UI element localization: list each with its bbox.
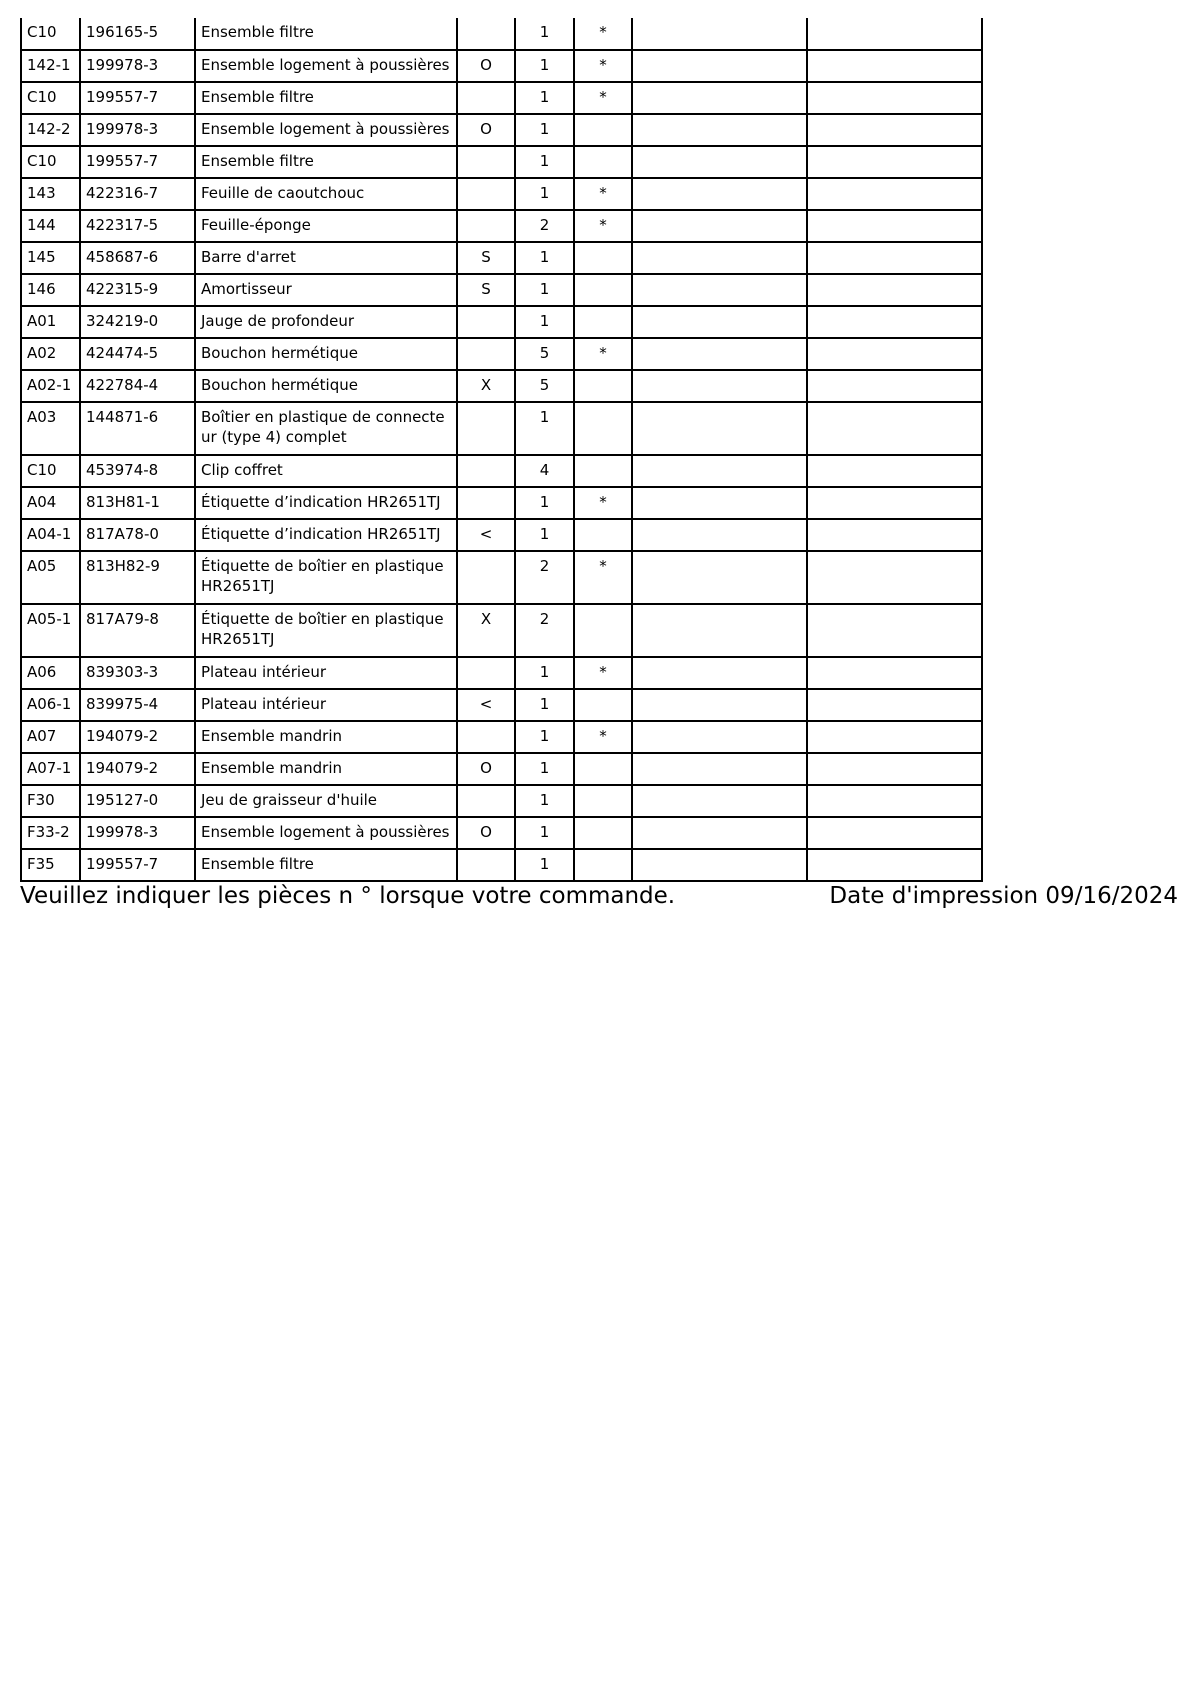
- mark-cell: *: [574, 50, 632, 82]
- quantity-cell: 2: [515, 604, 574, 657]
- part-number-cell: 422316-7: [80, 178, 195, 210]
- part-number-cell: 194079-2: [80, 721, 195, 753]
- description-cell: Ensemble mandrin: [195, 721, 457, 753]
- description-cell: Amortisseur: [195, 274, 457, 306]
- note-cell: [457, 338, 515, 370]
- part-number-cell: 199978-3: [80, 114, 195, 146]
- ref-cell: A07-1: [21, 753, 80, 785]
- part-number-cell: 453974-8: [80, 455, 195, 487]
- blank-cell: [632, 146, 807, 178]
- ref-cell: C10: [21, 146, 80, 178]
- blank-cell: [807, 402, 982, 455]
- blank-cell: [632, 551, 807, 604]
- table-row: [21, 18, 982, 50]
- blank-cell: [632, 657, 807, 689]
- parts-table-body: [21, 18, 982, 881]
- ref-cell: A04: [21, 487, 80, 519]
- note-cell: [457, 402, 515, 455]
- note-cell: [457, 721, 515, 753]
- mark-cell: *: [574, 721, 632, 753]
- mark-cell: *: [574, 657, 632, 689]
- blank-cell: [807, 114, 982, 146]
- table-row: [21, 82, 982, 114]
- quantity-cell: 1: [515, 306, 574, 338]
- mark-cell: [574, 370, 632, 402]
- note-cell: <: [457, 519, 515, 551]
- note-cell: O: [457, 817, 515, 849]
- description-cell: Feuille-éponge: [195, 210, 457, 242]
- note-cell: S: [457, 274, 515, 306]
- part-number-cell: 422315-9: [80, 274, 195, 306]
- table-row: [21, 551, 982, 604]
- part-number-cell: 195127-0: [80, 785, 195, 817]
- part-number-cell: 196165-5: [80, 18, 195, 50]
- mark-cell: *: [574, 551, 632, 604]
- quantity-cell: 5: [515, 338, 574, 370]
- note-cell: [457, 210, 515, 242]
- note-cell: [457, 551, 515, 604]
- ref-cell: 146: [21, 274, 80, 306]
- blank-cell: [632, 178, 807, 210]
- blank-cell: [632, 753, 807, 785]
- table-row: [21, 178, 982, 210]
- description-cell: Ensemble filtre: [195, 18, 457, 50]
- description-cell: Ensemble filtre: [195, 849, 457, 881]
- part-number-cell: 199557-7: [80, 82, 195, 114]
- part-number-cell: 817A78-0: [80, 519, 195, 551]
- blank-cell: [807, 210, 982, 242]
- blank-cell: [807, 849, 982, 881]
- quantity-cell: 5: [515, 370, 574, 402]
- description-cell: Bouchon hermétique: [195, 370, 457, 402]
- description-cell: Ensemble filtre: [195, 146, 457, 178]
- mark-cell: [574, 519, 632, 551]
- description-cell: Plateau intérieur: [195, 689, 457, 721]
- blank-cell: [807, 657, 982, 689]
- blank-cell: [807, 18, 982, 50]
- quantity-cell: 1: [515, 657, 574, 689]
- blank-cell: [807, 785, 982, 817]
- table-row: [21, 274, 982, 306]
- part-number-cell: 199557-7: [80, 146, 195, 178]
- blank-cell: [807, 689, 982, 721]
- blank-cell: [807, 50, 982, 82]
- quantity-cell: 1: [515, 689, 574, 721]
- ref-cell: A03: [21, 402, 80, 455]
- description-cell: Ensemble mandrin: [195, 753, 457, 785]
- part-number-cell: 839975-4: [80, 689, 195, 721]
- blank-cell: [632, 82, 807, 114]
- mark-cell: *: [574, 82, 632, 114]
- ref-cell: A01: [21, 306, 80, 338]
- note-cell: [457, 306, 515, 338]
- ref-cell: A05-1: [21, 604, 80, 657]
- table-row: [21, 370, 982, 402]
- order-instruction-note: Veuillez indiquer les pièces n ° lorsque votre commande.: [20, 883, 676, 909]
- quantity-cell: 2: [515, 551, 574, 604]
- blank-cell: [807, 242, 982, 274]
- description-cell: Plateau intérieur: [195, 657, 457, 689]
- blank-cell: [632, 817, 807, 849]
- mark-cell: [574, 817, 632, 849]
- part-number-cell: 813H82-9: [80, 551, 195, 604]
- table-row: [21, 242, 982, 274]
- ref-cell: A02-1: [21, 370, 80, 402]
- blank-cell: [807, 753, 982, 785]
- table-row: [21, 785, 982, 817]
- blank-cell: [632, 114, 807, 146]
- part-number-cell: 424474-5: [80, 338, 195, 370]
- description-cell: Jauge de profondeur: [195, 306, 457, 338]
- description-cell: Barre d'arret: [195, 242, 457, 274]
- ref-cell: A02: [21, 338, 80, 370]
- description-cell: Ensemble logement à poussières: [195, 50, 457, 82]
- part-number-cell: 422317-5: [80, 210, 195, 242]
- ref-cell: 142-1: [21, 50, 80, 82]
- mark-cell: *: [574, 178, 632, 210]
- blank-cell: [807, 604, 982, 657]
- ref-cell: C10: [21, 82, 80, 114]
- mark-cell: [574, 114, 632, 146]
- table-row: [21, 604, 982, 657]
- part-number-cell: 144871-6: [80, 402, 195, 455]
- quantity-cell: 1: [515, 487, 574, 519]
- blank-cell: [807, 487, 982, 519]
- print-date: Date d'impression 09/16/2024: [829, 883, 1178, 909]
- table-row: [21, 146, 982, 178]
- quantity-cell: 1: [515, 146, 574, 178]
- description-cell: Étiquette d’indication HR2651TJ: [195, 487, 457, 519]
- blank-cell: [632, 370, 807, 402]
- description-cell: Étiquette de boîtier en plastique HR2651TJ: [195, 604, 457, 657]
- ref-cell: C10: [21, 18, 80, 50]
- ref-cell: F33-2: [21, 817, 80, 849]
- description-cell: Feuille de caoutchouc: [195, 178, 457, 210]
- blank-cell: [632, 18, 807, 50]
- quantity-cell: 1: [515, 817, 574, 849]
- table-row: [21, 114, 982, 146]
- ref-cell: F35: [21, 849, 80, 881]
- part-number-cell: 813H81-1: [80, 487, 195, 519]
- blank-cell: [632, 721, 807, 753]
- note-cell: [457, 146, 515, 178]
- mark-cell: [574, 402, 632, 455]
- quantity-cell: 1: [515, 849, 574, 881]
- table-row: [21, 689, 982, 721]
- description-cell: Étiquette de boîtier en plastique HR2651TJ: [195, 551, 457, 604]
- ref-cell: 144: [21, 210, 80, 242]
- ref-cell: 142-2: [21, 114, 80, 146]
- ref-cell: A06-1: [21, 689, 80, 721]
- note-cell: [457, 178, 515, 210]
- blank-cell: [632, 274, 807, 306]
- quantity-cell: 1: [515, 114, 574, 146]
- part-number-cell: 324219-0: [80, 306, 195, 338]
- blank-cell: [632, 455, 807, 487]
- blank-cell: [807, 178, 982, 210]
- blank-cell: [632, 519, 807, 551]
- note-cell: [457, 487, 515, 519]
- note-cell: [457, 849, 515, 881]
- mark-cell: [574, 849, 632, 881]
- note-cell: O: [457, 753, 515, 785]
- blank-cell: [632, 210, 807, 242]
- blank-cell: [632, 487, 807, 519]
- ref-cell: A04-1: [21, 519, 80, 551]
- note-cell: O: [457, 50, 515, 82]
- blank-cell: [632, 604, 807, 657]
- blank-cell: [632, 242, 807, 274]
- description-cell: Jeu de graisseur d'huile: [195, 785, 457, 817]
- quantity-cell: 1: [515, 178, 574, 210]
- ref-cell: A05: [21, 551, 80, 604]
- note-cell: [457, 657, 515, 689]
- blank-cell: [807, 519, 982, 551]
- quantity-cell: 1: [515, 18, 574, 50]
- note-cell: [457, 785, 515, 817]
- blank-cell: [807, 306, 982, 338]
- description-cell: Ensemble logement à poussières: [195, 114, 457, 146]
- part-number-cell: 199557-7: [80, 849, 195, 881]
- blank-cell: [807, 817, 982, 849]
- ref-cell: F30: [21, 785, 80, 817]
- mark-cell: [574, 785, 632, 817]
- table-row: [21, 519, 982, 551]
- description-cell: Étiquette d’indication HR2651TJ: [195, 519, 457, 551]
- table-row: [21, 210, 982, 242]
- description-cell: Clip coffret: [195, 455, 457, 487]
- quantity-cell: 1: [515, 753, 574, 785]
- blank-cell: [632, 785, 807, 817]
- note-cell: [457, 455, 515, 487]
- description-cell: Ensemble filtre: [195, 82, 457, 114]
- blank-cell: [807, 338, 982, 370]
- mark-cell: *: [574, 338, 632, 370]
- quantity-cell: 1: [515, 242, 574, 274]
- table-row: [21, 306, 982, 338]
- table-row: [21, 402, 982, 455]
- description-cell: Boîtier en plastique de connecte ur (type 4) complet: [195, 402, 457, 455]
- ref-cell: 143: [21, 178, 80, 210]
- quantity-cell: 1: [515, 50, 574, 82]
- table-row: [21, 338, 982, 370]
- quantity-cell: 1: [515, 519, 574, 551]
- description-cell: Ensemble logement à poussières: [195, 817, 457, 849]
- blank-cell: [807, 82, 982, 114]
- table-row: [21, 817, 982, 849]
- mark-cell: *: [574, 18, 632, 50]
- mark-cell: [574, 146, 632, 178]
- table-row: [21, 721, 982, 753]
- mark-cell: [574, 753, 632, 785]
- note-cell: O: [457, 114, 515, 146]
- part-number-cell: 422784-4: [80, 370, 195, 402]
- ref-cell: A06: [21, 657, 80, 689]
- quantity-cell: 4: [515, 455, 574, 487]
- blank-cell: [632, 306, 807, 338]
- note-cell: X: [457, 604, 515, 657]
- quantity-cell: 2: [515, 210, 574, 242]
- table-row: [21, 849, 982, 881]
- blank-cell: [807, 721, 982, 753]
- blank-cell: [632, 402, 807, 455]
- blank-cell: [807, 274, 982, 306]
- blank-cell: [632, 50, 807, 82]
- table-row: [21, 753, 982, 785]
- note-cell: [457, 82, 515, 114]
- parts-table: [20, 18, 983, 882]
- part-number-cell: 194079-2: [80, 753, 195, 785]
- ref-cell: C10: [21, 455, 80, 487]
- note-cell: S: [457, 242, 515, 274]
- part-number-cell: 839303-3: [80, 657, 195, 689]
- mark-cell: [574, 242, 632, 274]
- quantity-cell: 1: [515, 785, 574, 817]
- quantity-cell: 1: [515, 721, 574, 753]
- table-row: [21, 657, 982, 689]
- mark-cell: [574, 455, 632, 487]
- table-row: [21, 50, 982, 82]
- description-cell: Bouchon hermétique: [195, 338, 457, 370]
- mark-cell: [574, 306, 632, 338]
- mark-cell: *: [574, 210, 632, 242]
- blank-cell: [807, 551, 982, 604]
- blank-cell: [807, 146, 982, 178]
- ref-cell: 145: [21, 242, 80, 274]
- mark-cell: [574, 689, 632, 721]
- mark-cell: [574, 604, 632, 657]
- part-number-cell: 458687-6: [80, 242, 195, 274]
- note-cell: <: [457, 689, 515, 721]
- mark-cell: [574, 274, 632, 306]
- blank-cell: [632, 338, 807, 370]
- table-row: [21, 487, 982, 519]
- note-cell: X: [457, 370, 515, 402]
- part-number-cell: 199978-3: [80, 817, 195, 849]
- mark-cell: *: [574, 487, 632, 519]
- blank-cell: [632, 689, 807, 721]
- part-number-cell: 817A79-8: [80, 604, 195, 657]
- quantity-cell: 1: [515, 274, 574, 306]
- quantity-cell: 1: [515, 402, 574, 455]
- blank-cell: [807, 455, 982, 487]
- table-row: [21, 455, 982, 487]
- part-number-cell: 199978-3: [80, 50, 195, 82]
- blank-cell: [807, 370, 982, 402]
- note-cell: [457, 18, 515, 50]
- quantity-cell: 1: [515, 82, 574, 114]
- ref-cell: A07: [21, 721, 80, 753]
- blank-cell: [632, 849, 807, 881]
